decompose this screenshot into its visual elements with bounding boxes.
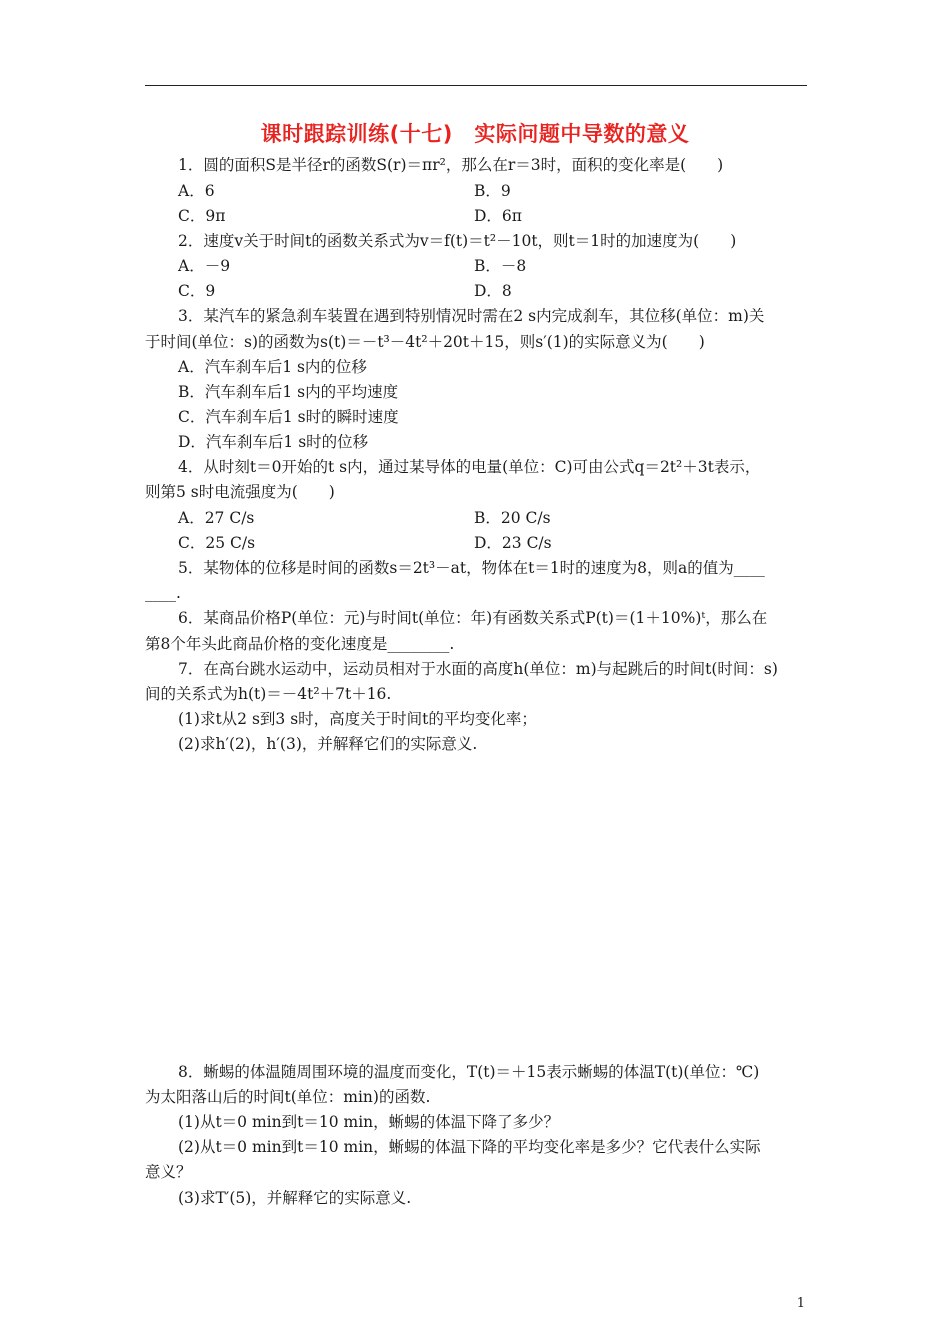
question-5-line-2: ____. [145,584,181,602]
q3-option-c: C．汽车刹车后1 s时的瞬时速度 [178,408,399,426]
question-7-line-2: 间的关系式为h(t)＝－4t²＋7t＋16. [145,685,392,703]
q4-option-a: A．27 C/s [178,509,255,527]
question-2: 2．速度v关于时间t的函数关系式为v＝f(t)＝t²－10t，则t＝1时的加速度为( ) [178,232,737,250]
q2-option-d: D．8 [474,282,512,300]
page-title: 课时跟踪训练(十七) 实际问题中导数的意义 [260,122,690,146]
question-7-line-1: 7．在高台跳水运动中，运动员相对于水面的高度h(单位：m)与起跳后的时间t(时间：s) [178,660,778,678]
q4-option-b: B．20 C/s [474,509,551,527]
question-8-part-3: (3)求T′(5)，并解释它的实际意义. [178,1189,412,1207]
question-5-line-1: 5．某物体的位移是时间的函数s＝2t³－at，物体在t＝1时的速度为8，则a的值为____ [178,559,765,577]
q1-option-c: C．9π [178,207,226,225]
q4-option-d: D．23 C/s [474,534,552,552]
question-3-line-2: 于时间(单位：s)的函数为s(t)＝－t³－4t²＋20t＋15，则s′(1)的实际意义为( ) [145,333,705,351]
q3-option-d: D．汽车刹车后1 s时的位移 [178,433,369,451]
question-4-line-1: 4．从时刻t＝0开始的t s内，通过某导体的电量(单位：C)可由公式q＝2t²＋3t表示， [178,458,761,476]
question-7-part-2: (2)求h′(2)，h′(3)，并解释它们的实际意义. [178,735,478,753]
question-3-line-1: 3．某汽车的紧急刹车装置在遇到特别情况时需在2 s内完成刹车，其位移(单位：m)关 [178,307,765,325]
q3-option-a: A．汽车刹车后1 s内的位移 [178,358,367,376]
q1-option-a: A．6 [178,182,215,200]
question-6-line-1: 6．某商品价格P(单位：元)与时间t(单位：年)有函数关系式P(t)＝(1＋10%)ᵗ，那么在 [178,609,768,627]
q4-option-c: C．25 C/s [178,534,256,552]
question-8-part-1: (1)从t＝0 min到t＝10 min，蜥蜴的体温下降了多少？ [178,1113,560,1131]
question-4-line-2: 则第5 s时电流强度为( ) [145,483,335,501]
header-rule [145,85,807,86]
q2-option-c: C．9 [178,282,216,300]
question-8-part-2-line-1: (2)从t＝0 min到t＝10 min，蜥蜴的体温下降的平均变化率是多少？它代表什么实际 [178,1138,761,1156]
page-number: 1 [796,1296,805,1311]
q2-option-a: A．－9 [178,257,231,275]
question-1: 1．圆的面积S是半径r的函数S(r)＝πr²，那么在r＝3时，面积的变化率是( ) [178,156,724,174]
question-8-part-2-line-2: 意义？ [145,1163,192,1181]
q3-option-b: B．汽车刹车后1 s内的平均速度 [178,383,399,401]
question-8-line-1: 8．蜥蜴的体温随周围环境的温度而变化，T(t)＝＋15表示蜥蜴的体温T(t)(单位：℃) [178,1063,760,1081]
q1-option-d: D．6π [474,207,522,225]
question-6-line-2: 第8个年头此商品价格的变化速度是________. [145,635,455,653]
question-7-part-1: (1)求t从2 s到3 s时，高度关于时间t的平均变化率； [178,710,537,728]
q2-option-b: B．－8 [474,257,527,275]
q1-option-b: B．9 [474,182,511,200]
question-8-line-2: 为太阳落山后的时间t(单位：min)的函数. [145,1088,431,1106]
